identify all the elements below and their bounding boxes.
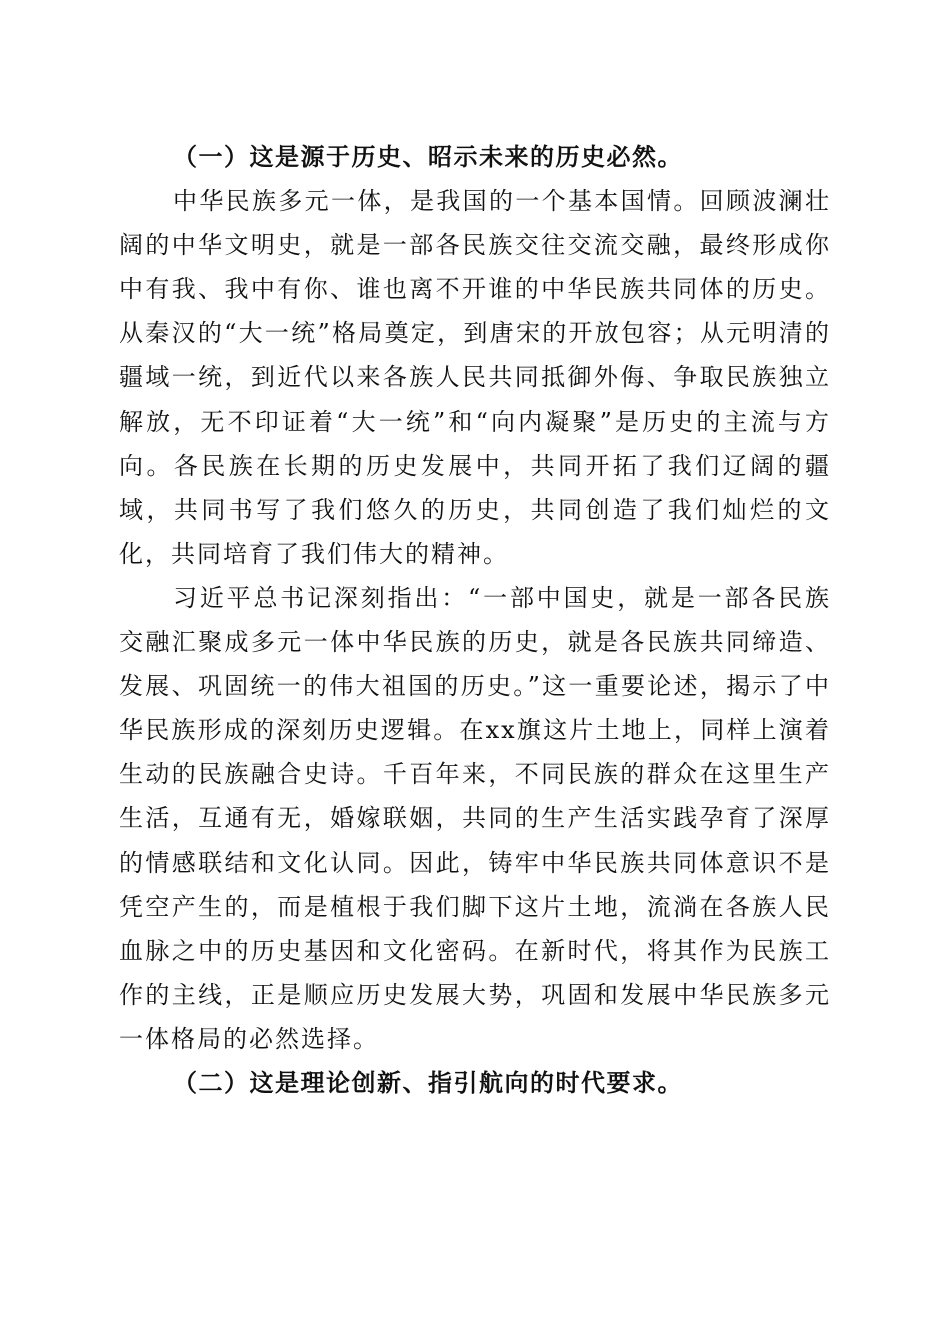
paragraph-history: 中华民族多元一体，是我国的一个基本国情。回顾波澜壮阔的中华文明史，就是一部各民族交往交流交融，最终形成你中有我、我中有你、谁也离不开谁的中华民族共同体的历史。从秦汉的“大一统”格局奠定，到唐宋的开放包容；从元明清的疆域一统，到近代以来各族人民共同抵御外侮、争取民族独立解放，无不印证着“大一统”和“向内凝聚”是历史的主流与方向。各民族在长期的历史发展中，共同开拓了我们辽阔的疆域，共同书写了我们悠久的历史，共同创造了我们灿烂的文化，共同培育了我们伟大的精神。 [119,187,831,568]
section-heading-2: （二）这是理论创新、指引航向的时代要求。 [173,1067,683,1097]
section-heading-1: （一）这是源于历史、昭示未来的历史必然。 [173,142,683,171]
paragraph-quote: 习近平总书记深刻指出：“一部中国史，就是一部各民族交融汇聚成多元一体中华民族的历史，就是各民族共同缔造、发展、巩固统一的伟大祖国的历史。”这一重要论述，揭示了中华民族形成的深刻历史逻辑。在xx旗这片土地上，同样上演着生动的民族融合史诗。千百年来，不同民族的群众在这里生产生活，互通有无，婚嫁联姻，共同的生产生活实践孕育了深厚的情感联结和文化认同。因此，铸牢中华民族共同体意识不是凭空产生的，而是植根于我们脚下这片土地，流淌在各族人民血脉之中的历史基因和文化密码。在新时代，将其作为民族工作的主线，正是顺应历史发展大势，巩固和发展中华民族多元一体格局的必然选择。 [119,583,831,1053]
document-body [119,135,831,1105]
